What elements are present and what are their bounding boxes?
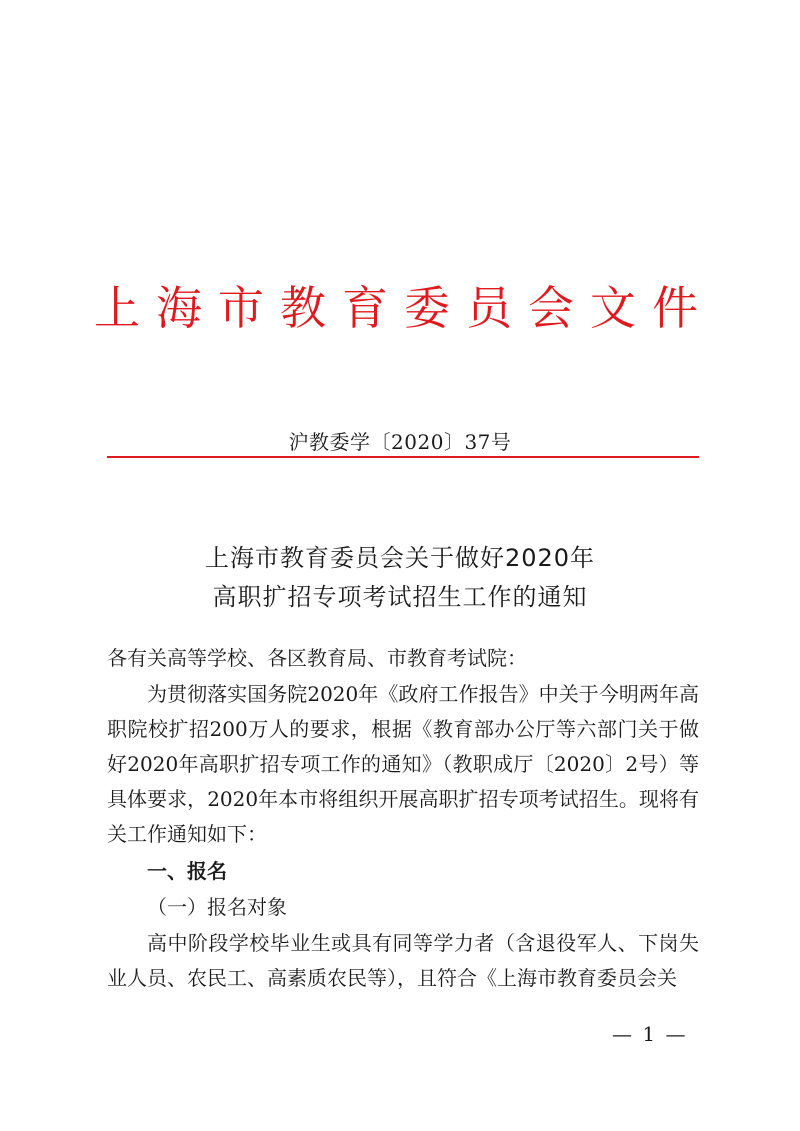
body-paragraph-2: 高中阶段学校毕业生或具有同等学力者（含退役军人、下岗失业人员、农民工、高素质农民等），且符合《上海市教育委员会关 xyxy=(107,931,699,990)
document-masthead: 上海市教育委员会文件 xyxy=(94,281,714,335)
page-number: — 1 — xyxy=(612,1022,688,1046)
document-title-line-1: 上海市教育委员会关于做好2020年 xyxy=(204,544,596,572)
subsection-heading-1: （一）报名对象 xyxy=(147,895,287,919)
section-heading-1: 一、报名 xyxy=(147,859,227,883)
body-paragraph-1: 为贯彻落实国务院2020年《政府工作报告》中关于今明两年高职院校扩招200万人的要求，根据《教育部办公厅等六部门关于做好2020年高职扩招专项工作的通知》（教职成厅〔2020〕2号）等具体要求，2020年本市将组织开展高职扩招专项考试招生。现将有关工作通知如下： xyxy=(107,682,699,846)
salutation: 各有关高等学校、各区教育局、市教育考试院： xyxy=(107,646,527,670)
red-divider-line xyxy=(107,456,699,458)
document-number: 沪教委学〔2020〕37号 xyxy=(288,430,512,454)
document-title-line-2: 高职扩招专项考试招生工作的通知 xyxy=(212,583,588,611)
